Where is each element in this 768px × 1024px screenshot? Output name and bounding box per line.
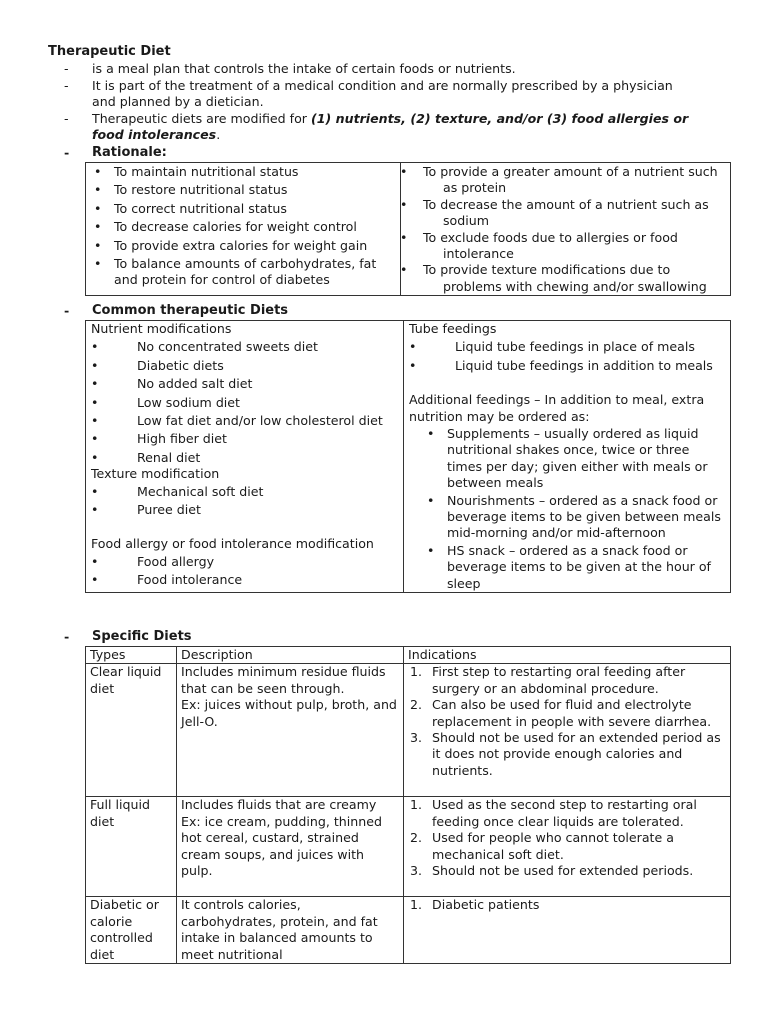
list-item: • To maintain nutritional status [90, 164, 396, 180]
intro-text: is a meal plan that controls the intake of certain foods or nutrients. [92, 61, 516, 76]
specific-heading: Specific Diets [92, 629, 192, 644]
list-item: • No concentrated sweets diet [91, 339, 399, 355]
indications-list [408, 664, 726, 779]
page-title: Therapeutic Diet [48, 44, 171, 59]
table-row [86, 897, 731, 964]
indications-cell [404, 797, 731, 897]
modified-suffix: . [216, 127, 221, 143]
list-item: • To exclude foods due to allergies or food intolerance [423, 230, 726, 263]
list-item: • Diabetic diets [91, 358, 399, 374]
type-cell: Clear liquid diet [86, 664, 177, 797]
modified-emphasis: (1) nutrients, (2) texture, and/or (3) food allergies or food intolerances [92, 111, 689, 143]
list-item: • Mechanical soft diet [91, 484, 399, 500]
table-row [86, 797, 731, 897]
specific-diets-table [85, 646, 731, 964]
list-item: • Liquid tube feedings in place of meals [409, 339, 726, 355]
list-item: • To provide extra calories for weight gain [90, 238, 396, 254]
additional-intro: Additional feedings – In addition to meal, extra nutrition may be ordered as: [409, 392, 705, 424]
description-example: Ex: juices without pulp, broth, and Jell-O. [181, 697, 397, 729]
description-cell [177, 797, 404, 897]
rationale-left-list [90, 164, 396, 289]
description-cell [177, 664, 404, 797]
texture-list [91, 484, 399, 519]
common-right-cell [404, 321, 731, 593]
list-item: • Nourishments – ordered as a snack food or beverage items to be given between meals mid-morning and/or mid-afternoon [425, 493, 726, 542]
intro-line-3 [64, 111, 689, 144]
common-heading: Common therapeutic Diets [92, 303, 289, 318]
dash-marker: - [64, 78, 69, 93]
common-diets-table [85, 320, 731, 593]
list-item: 3. Should not be used for extended periods. [410, 863, 694, 879]
list-item: 1. Diabetic patients [410, 897, 540, 913]
description-cell [177, 897, 404, 964]
allergy-list [91, 554, 399, 589]
list-item: • To provide texture modifications due to problems with chewing and/or swallowing [423, 262, 726, 295]
list-item: • Low fat diet and/or low cholesterol diet [91, 413, 399, 429]
header-indications: Indications [404, 647, 731, 664]
intro-line-1 [64, 61, 684, 78]
intro-text: It is part of the treatment of a medical condition and are normally prescribed by a physician and planned by a dietician. [92, 78, 673, 110]
rationale-left-cell [86, 163, 401, 296]
list-item: • HS snack – ordered as a snack food or beverage items to be given at the hour of sleep [425, 543, 726, 592]
rationale-heading: Rationale: [92, 145, 167, 160]
dash-marker: - [64, 111, 69, 126]
header-types: Types [86, 647, 177, 664]
list-item: 1. First step to restarting oral feeding after surgery or an abdominal procedure. [410, 664, 686, 696]
texture-title: Texture modification [91, 466, 220, 482]
list-item: • High fiber diet [91, 431, 399, 447]
rationale-right-list [403, 164, 726, 295]
list-item: 1. Used as the second step to restarting oral feeding once clear liquids are tolerated. [410, 797, 697, 829]
list-item: • To restore nutritional status [90, 182, 396, 198]
dash-marker: - [64, 303, 70, 318]
indications-cell [404, 897, 731, 964]
nutrient-title: Nutrient modifications [91, 321, 232, 336]
intro-text [92, 111, 692, 144]
description-example: Ex: ice cream, pudding, thinned hot cereal, custard, strained cream soups, and juices with pulp. [181, 813, 382, 879]
list-item: • To provide a greater amount of a nutrient such as protein [423, 164, 726, 197]
dash-marker: - [64, 145, 70, 160]
list-item: 3. Should not be used for an extended period as it does not provide enough calories and nutrients. [410, 730, 721, 778]
type-cell: Full liquid diet [86, 797, 177, 897]
description-text: Includes fluids that are creamy [181, 797, 377, 813]
indications-list [408, 897, 726, 913]
allergy-title: Food allergy or food intolerance modification [91, 536, 374, 552]
common-left-cell [86, 321, 404, 593]
intro-line-2 [64, 78, 684, 111]
list-item: • Food intolerance [91, 572, 399, 588]
list-item: 2. Used for people who cannot tolerate a mechanical soft diet. [410, 830, 674, 862]
additional-list [409, 426, 726, 592]
rationale-table [85, 162, 731, 296]
indications-cell [404, 664, 731, 797]
description-text: It controls calories, carbohydrates, protein, and fat intake in balanced amounts to meet nutritional [181, 897, 378, 962]
rationale-right-cell [401, 163, 731, 296]
list-item: • Food allergy [91, 554, 399, 570]
table-row [86, 664, 731, 797]
tube-title: Tube feedings [409, 321, 497, 336]
list-item: • No added salt diet [91, 376, 399, 392]
description-text: Includes minimum residue fluids that can be seen through. [181, 664, 386, 696]
modified-prefix: Therapeutic diets are modified for [92, 111, 311, 126]
list-item: • To decrease calories for weight control [90, 219, 396, 235]
table-header-row [86, 647, 731, 664]
header-description: Description [177, 647, 404, 664]
list-item: • To correct nutritional status [90, 201, 396, 217]
dash-marker: - [64, 61, 69, 76]
list-item: • To decrease the amount of a nutrient such as sodium [423, 197, 726, 230]
list-item: • Liquid tube feedings in addition to meals [409, 358, 726, 374]
nutrient-list [91, 339, 399, 466]
indications-list [408, 797, 726, 879]
list-item: • Renal diet [91, 450, 399, 466]
list-item: • To balance amounts of carbohydrates, fat and protein for control of diabetes [90, 256, 396, 289]
list-item: • Supplements – usually ordered as liquid nutritional shakes once, twice or three times per day; given either with meals or between meals [425, 426, 726, 492]
dash-marker: - [64, 629, 70, 644]
list-item: • Low sodium diet [91, 395, 399, 411]
list-item: 2. Can also be used for fluid and electrolyte replacement in people with severe diarrhea. [410, 697, 712, 729]
list-item: • Puree diet [91, 502, 399, 518]
type-cell: Diabetic or calorie controlled diet [86, 897, 177, 964]
tube-list [409, 339, 726, 374]
